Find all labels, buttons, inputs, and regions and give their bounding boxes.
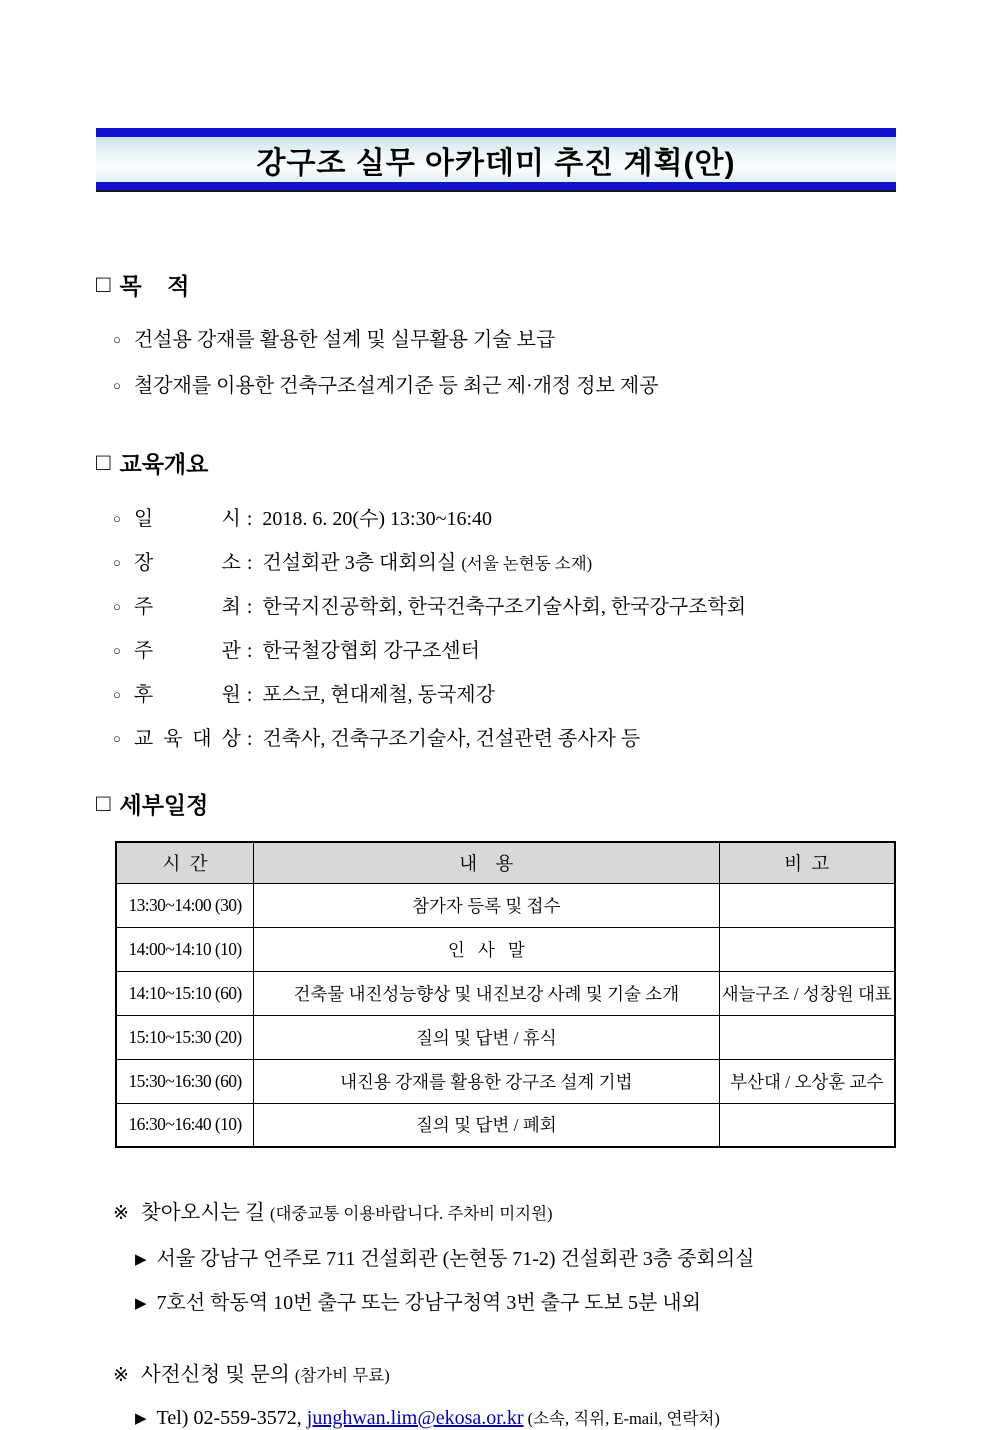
arrow-bullet-icon: ▶ [135,1252,147,1268]
banner-bottom-bar [96,182,896,190]
circle-bullet-icon: ○ [113,687,121,702]
cell-content: 질의 및 답변 / 폐회 [254,1103,720,1147]
directions-heading-label: 찾아오시는 길 [140,1202,270,1224]
colon: : [246,728,253,750]
overview-value: 한국철강협회 강구조센터 [262,640,480,662]
overview-value: 한국지진공학회, 한국건축구조기술사회, 한국강구조학회 [262,596,747,618]
directions-heading [113,1195,896,1225]
table-row [116,1103,895,1147]
square-bullet-icon: □ [96,448,111,476]
table-header-row [116,842,895,883]
contact-email-link[interactable]: junghwan.lim@ekosa.or.kr [306,1407,524,1429]
cell-content: 참가자 등록 및 접수 [254,883,720,927]
overview-row-organizer [113,634,896,663]
contact-line [135,1405,896,1430]
list-item [113,369,896,398]
reference-mark-icon: ※ [113,1203,129,1224]
cell-time: 13:30~14:00 (30) [116,883,254,927]
contact-email-note: (소속, 직위, E-mail, 연락처) [523,1409,720,1428]
reference-mark-icon: ※ [113,1365,129,1386]
colon: : [246,684,253,706]
cell-note [719,883,895,927]
list-item [113,323,896,352]
overview-value-note: (서울 논현동 소재) [461,554,593,573]
cell-time: 15:30~16:30 (60) [116,1059,254,1103]
arrow-bullet-icon: ▶ [135,1296,147,1312]
contact-heading [113,1357,896,1387]
table-row [116,1059,895,1103]
overview-label: 주 최 [133,596,241,618]
cell-content: 인 사 말 [254,927,720,971]
circle-bullet-icon: ○ [113,555,121,570]
colon: : [246,640,253,662]
overview-value: 건축사, 건축구조기술사, 건설관련 종사자 등 [262,728,641,750]
contact-heading-label: 사전신청 및 문의 [140,1364,295,1386]
overview-list [96,502,896,751]
circle-bullet-icon: ○ [113,378,121,393]
overview-label: 교 육 대 상 [133,728,241,750]
arrow-bullet-icon: ▶ [135,1411,147,1427]
overview-label: 주 관 [133,640,241,662]
overview-heading-label: 교육개요 [119,451,209,477]
table-row [116,1015,895,1059]
banner-body [96,137,896,182]
square-bullet-icon: □ [96,270,111,298]
purpose-list [96,323,896,398]
contact-heading-note: (참가비 무료) [294,1366,390,1385]
list-item [135,1242,896,1271]
purpose-heading-label: 목 적 [119,273,190,299]
contact-tel: Tel) 02-559-3572, [156,1407,307,1429]
overview-label: 후 원 [133,684,241,706]
cell-note [719,927,895,971]
cell-time: 14:10~15:10 (60) [116,971,254,1015]
directions-heading-note: (대중교통 이용바랍니다. 주차비 미지원) [270,1204,553,1223]
cell-content: 질의 및 답변 / 휴식 [254,1015,720,1059]
square-bullet-icon: □ [96,789,111,817]
cell-note [719,1103,895,1147]
purpose-item-text: 철강재를 이용한 건축구조설계기준 등 최근 제·개정 정보 제공 [133,375,659,397]
schedule-table [115,841,896,1148]
cell-content: 내진용 강재를 활용한 강구조 설계 기법 [254,1059,720,1103]
page-title: 강구조 실무 아카데미 추진 계획(안) [256,146,736,180]
title-banner [96,128,896,192]
cell-note: 부산대 / 오상훈 교수 [719,1059,895,1103]
overview-value: 2018. 6. 20(수) 13:30~16:40 [262,508,492,530]
overview-row-date [113,502,896,531]
banner-top-bar [96,128,896,137]
cell-time: 16:30~16:40 (10) [116,1103,254,1147]
directions-list [96,1242,896,1315]
cell-note: 새늘구조 / 성창원 대표 [719,971,895,1015]
colon: : [246,508,253,530]
overview-row-place [113,546,896,575]
directions-item-text: 7호선 학동역 10번 출구 또는 강남구청역 3번 출구 도보 5분 내외 [156,1292,701,1314]
colon: : [246,552,253,574]
circle-bullet-icon: ○ [113,643,121,658]
cell-time: 14:00~14:10 (10) [116,927,254,971]
table-row [116,927,895,971]
col-header-content: 내 용 [254,842,720,883]
cell-note [719,1015,895,1059]
list-item [135,1286,896,1315]
schedule-heading-label: 세부일정 [119,792,209,818]
overview-row-audience [113,722,896,751]
table-row [116,883,895,927]
overview-label: 일 시 [133,508,241,530]
cell-content: 건축물 내진성능향상 및 내진보강 사례 및 기술 소개 [254,971,720,1015]
circle-bullet-icon: ○ [113,599,121,614]
cell-time: 15:10~15:30 (20) [116,1015,254,1059]
table-row [116,971,895,1015]
circle-bullet-icon: ○ [113,511,121,526]
col-header-note: 비 고 [719,842,895,883]
col-header-time: 시 간 [116,842,254,883]
directions-item-text: 서울 강남구 언주로 711 건설회관 (논현동 71-2) 건설회관 3층 중회의실 [156,1248,755,1270]
section-heading-overview [96,446,896,479]
overview-label: 장 소 [133,552,241,574]
purpose-item-text: 건설용 강재를 활용한 설계 및 실무활용 기술 보급 [133,329,556,351]
circle-bullet-icon: ○ [113,731,121,746]
colon: : [246,596,253,618]
overview-value: 건설회관 3층 대회의실 [262,552,462,574]
overview-value: 포스코, 현대제철, 동국제강 [262,684,495,706]
section-heading-purpose [96,268,896,301]
circle-bullet-icon: ○ [113,332,121,347]
overview-row-host [113,590,896,619]
overview-row-sponsor [113,678,896,707]
section-heading-schedule [96,787,896,820]
